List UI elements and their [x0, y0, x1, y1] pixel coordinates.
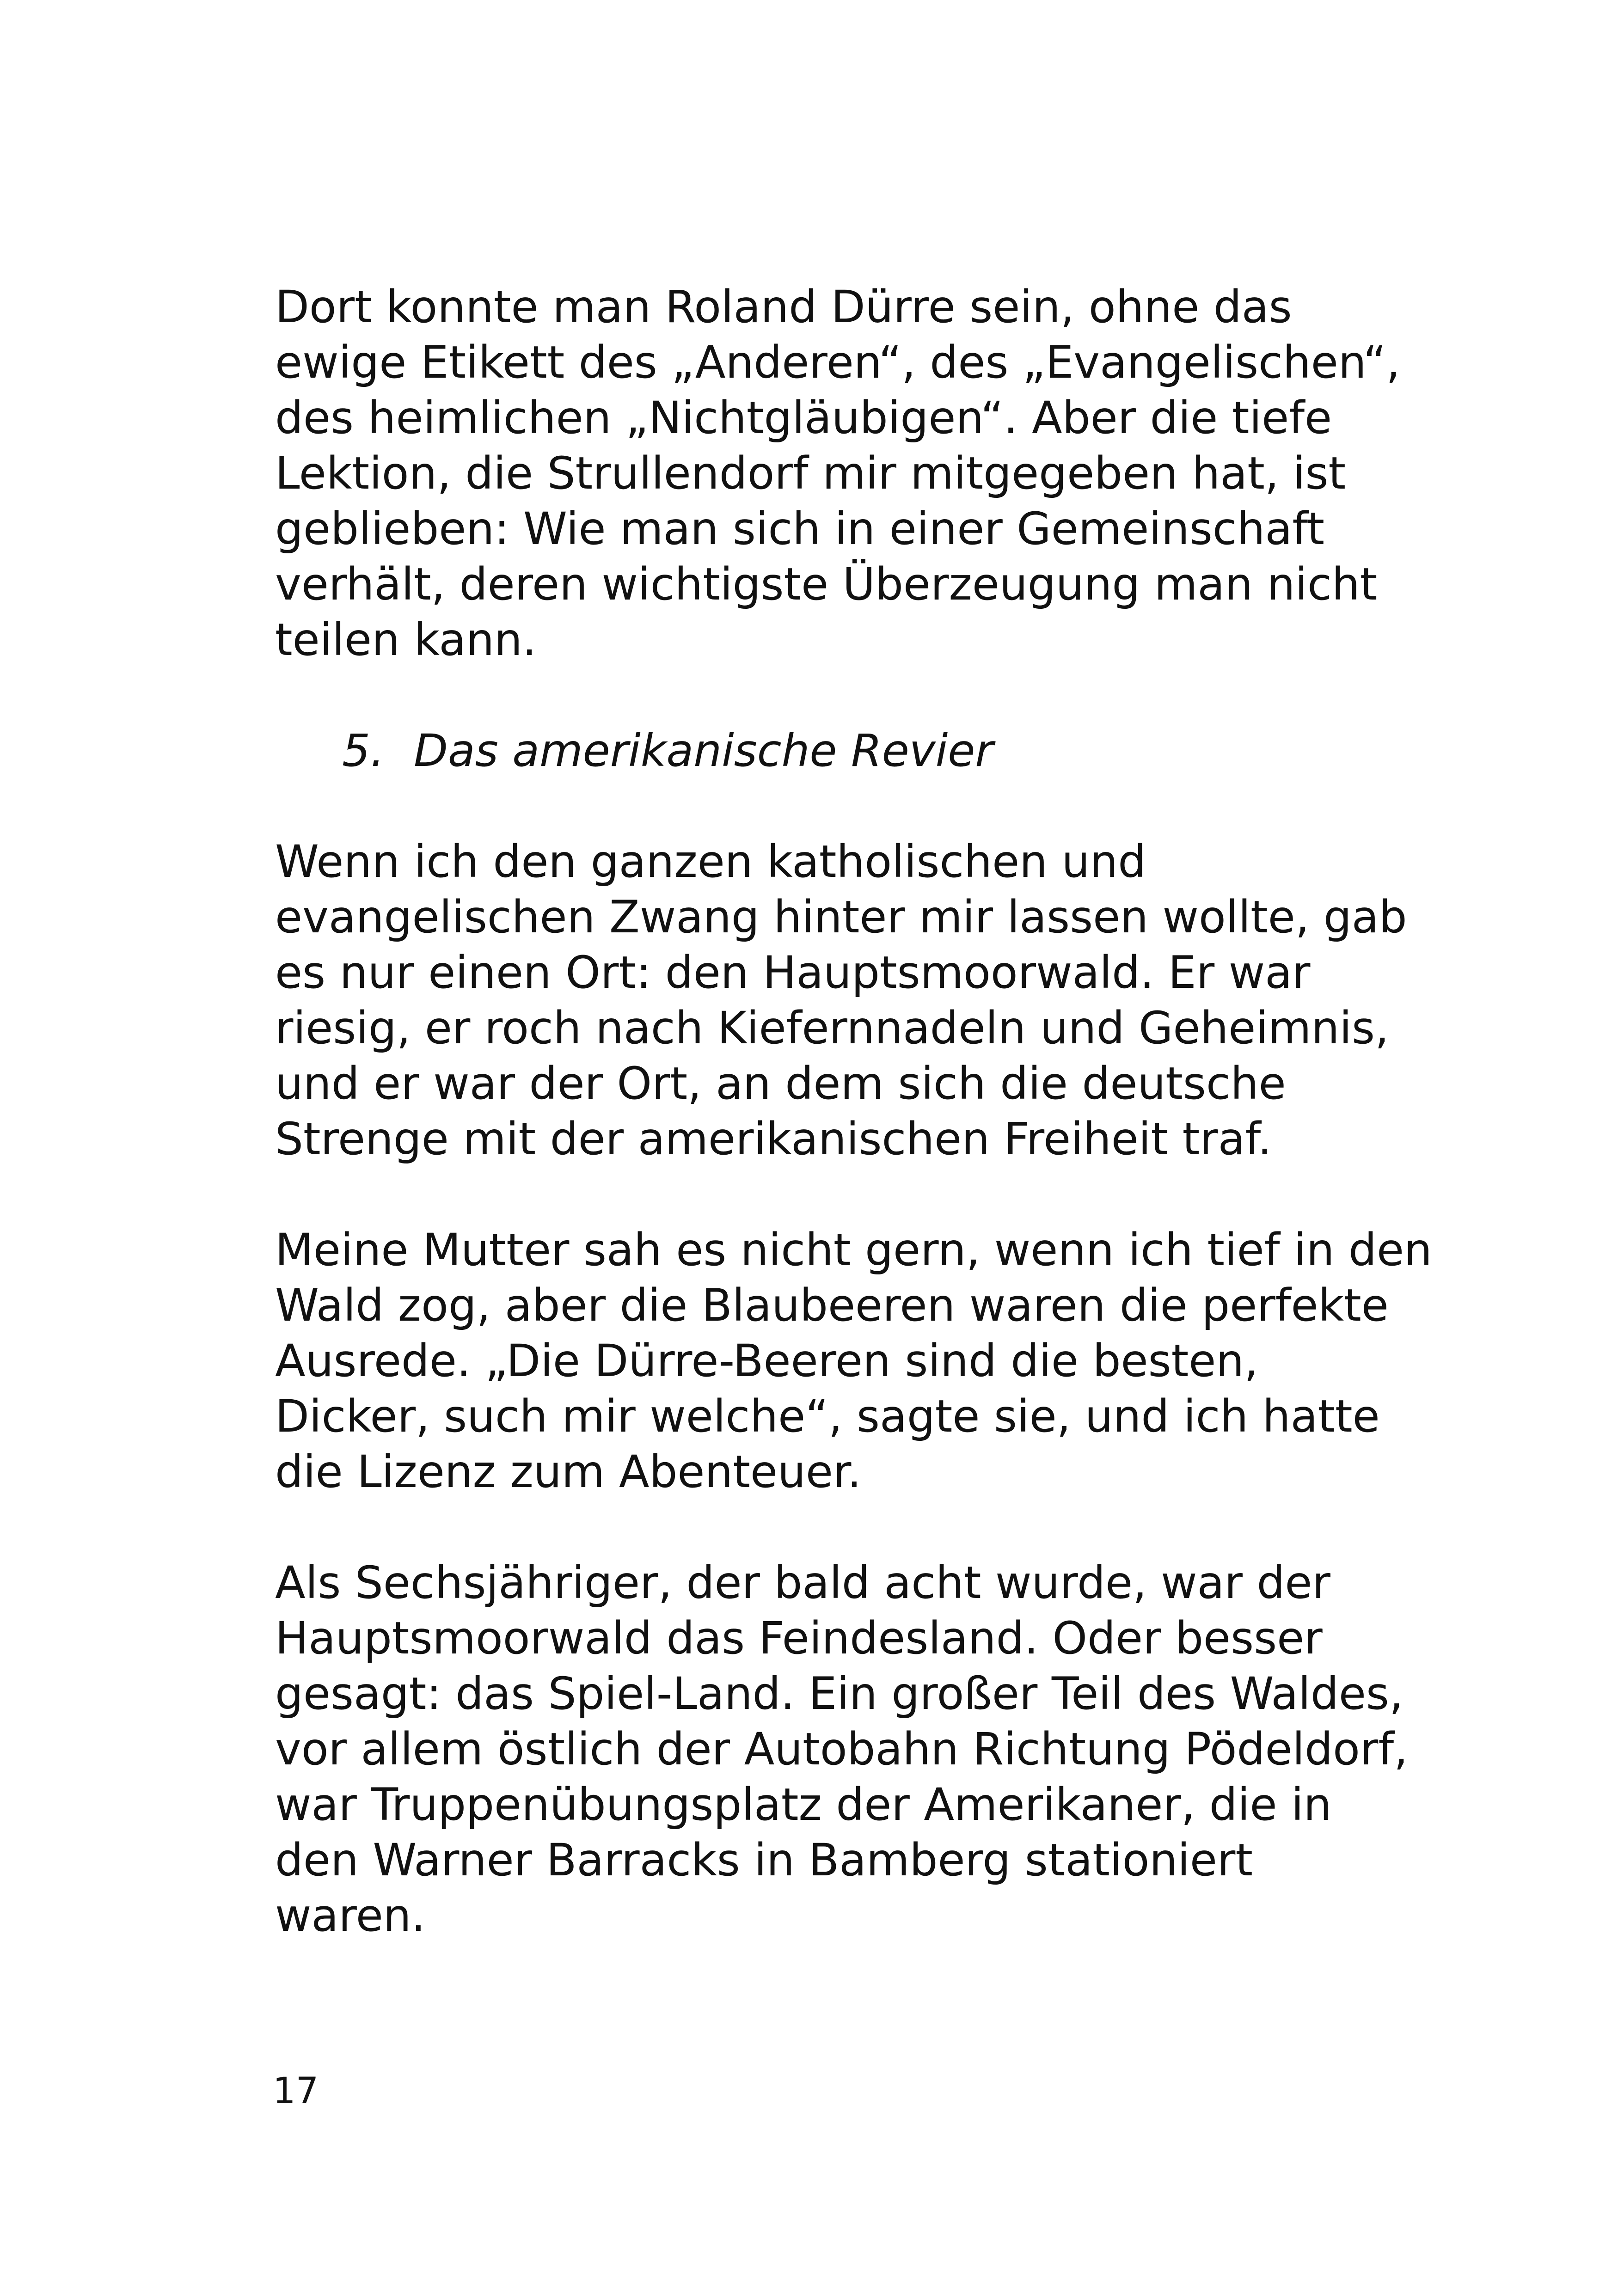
text-line: riesig, er roch nach Kiefernnadeln und Geheimnis, — [275, 1002, 1389, 1054]
text-line: Dort konnte man Roland Dürre sein, ohne das — [275, 281, 1292, 333]
text-line: Strenge mit der amerikanischen Freiheit traf. — [275, 1113, 1272, 1165]
text-line: waren. — [275, 1890, 426, 1941]
page-number: 17 — [273, 2070, 319, 2112]
text-line: den Warner Barracks in Bamberg stationiert — [275, 1834, 1253, 1886]
text-line: gesagt: das Spiel-Land. Ein großer Teil des Waldes, — [275, 1668, 1403, 1720]
text-line: teilen kann. — [275, 614, 537, 666]
text-line: Wenn ich den ganzen katholischen und — [275, 836, 1146, 888]
text-line: vor allem östlich der Autobahn Richtung Pödeldorf, — [275, 1723, 1408, 1775]
text-line: es nur einen Ort: den Hauptsmoorwald. Er war — [275, 947, 1311, 998]
paragraph-3 — [275, 1222, 1432, 1500]
text-line: und er war der Ort, an dem sich die deutsche — [275, 1058, 1286, 1109]
paragraph-1 — [275, 279, 1400, 667]
text-line: war Truppenübungsplatz der Amerikaner, die in — [275, 1779, 1332, 1831]
text-line: verhält, deren wichtigste Überzeugung man nicht — [275, 558, 1378, 610]
paragraph-4 — [275, 1555, 1408, 1943]
text-line: Hauptsmoorwald das Feindesland. Oder besser — [275, 1612, 1323, 1664]
text-line: Meine Mutter sah es nicht gern, wenn ich tief in den — [275, 1224, 1432, 1276]
text-line: Dicker, such mir welche“, sagte sie, und ich hatte — [275, 1390, 1380, 1442]
section-number: 5. — [342, 725, 385, 777]
text-line: Als Sechsjähriger, der bald acht wurde, war der — [275, 1557, 1330, 1609]
paragraph-2 — [275, 834, 1407, 1167]
text-line: Lektion, die Strullendorf mir mitgegeben hat, ist — [275, 447, 1346, 499]
text-line: die Lizenz zum Abenteuer. — [275, 1446, 862, 1498]
section-heading — [342, 723, 993, 778]
text-line: des heimlichen „Nichtgläubigen“. Aber die tiefe — [275, 392, 1332, 444]
text-line: Ausrede. „Die Dürre-Beeren sind die besten, — [275, 1335, 1258, 1387]
text-line: ewige Etikett des „Anderen“, des „Evangelischen“, — [275, 337, 1400, 388]
text-line: Wald zog, aber die Blaubeeren waren die perfekte — [275, 1280, 1389, 1331]
text-line: evangelischen Zwang hinter mir lassen wollte, gab — [275, 891, 1407, 943]
text-line: geblieben: Wie man sich in einer Gemeinschaft — [275, 503, 1325, 555]
section-title: Das amerikanische Revier — [414, 725, 993, 777]
